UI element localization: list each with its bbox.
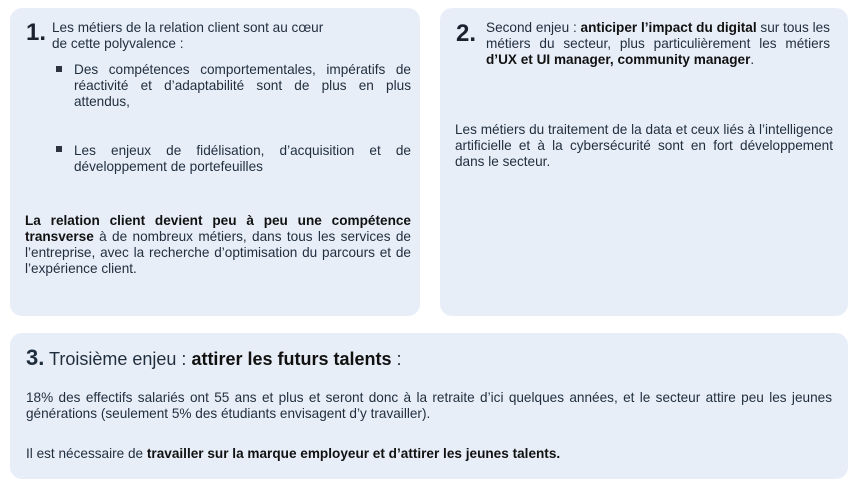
card-intro: Les métiers de la relation client sont au cœur de cette polyvalence : xyxy=(52,20,324,51)
body-text: . xyxy=(750,52,755,67)
card-intro xyxy=(486,20,830,68)
highlight-text: attirer les futurs talents xyxy=(191,349,392,369)
challenge-card-1 xyxy=(10,8,420,316)
card-number: 1. xyxy=(26,19,47,46)
bullet-item: Des compétences comportementales, impératifs de réactivité et d’adaptabilité sont de plus en plus attendus, xyxy=(74,62,411,109)
body-text: à de nombreux métiers, dans tous les services de l’entreprise, avec la recherche d’optimisation du parcours et de l’expérience client. xyxy=(25,229,411,276)
highlight-text: d’UX et UI manager, community manager xyxy=(486,52,751,67)
highlight-text: travailler sur la marque employeur et d’attirer les jeunes talents. xyxy=(146,446,561,461)
body-text: Il est nécessaire de xyxy=(26,446,147,461)
body-text: Second enjeu : xyxy=(486,20,581,35)
card-conclusion xyxy=(25,213,411,277)
card-number: 3. xyxy=(26,345,45,370)
heading-text: Troisième enjeu : xyxy=(44,349,192,369)
highlight-text: La relation client devient peu à peu une compétence transverse xyxy=(25,213,411,244)
card-paragraph: Les métiers du traitement de la data et ceux liés à l’intelligence artificielle et à la cybersécurité sont en fort développement dans le secteur. xyxy=(455,122,833,169)
challenge-card-3 xyxy=(10,333,848,479)
card-heading xyxy=(26,347,402,370)
bullet-icon xyxy=(56,146,62,152)
highlight-text: anticiper l’impact du digital xyxy=(580,20,757,35)
card-paragraph: 18% des effectifs salariés ont 55 ans et plus et seront donc à la retraite d’ici quelques années, et le secteur attire peu les jeunes générations (seulement 5% des étudiants envisagent d’y travailler). xyxy=(26,390,832,421)
bullet-item: Les enjeux de fidélisation, d’acquisition et de développement de portefeuilles xyxy=(74,143,411,174)
heading-text: : xyxy=(391,349,402,369)
bullet-icon xyxy=(56,66,62,72)
challenge-card-2 xyxy=(440,8,848,316)
body-text: sur tous les métiers du secteur, plus particulièrement les métiers xyxy=(486,20,830,51)
card-paragraph xyxy=(26,446,832,462)
card-number: 2. xyxy=(456,20,477,47)
